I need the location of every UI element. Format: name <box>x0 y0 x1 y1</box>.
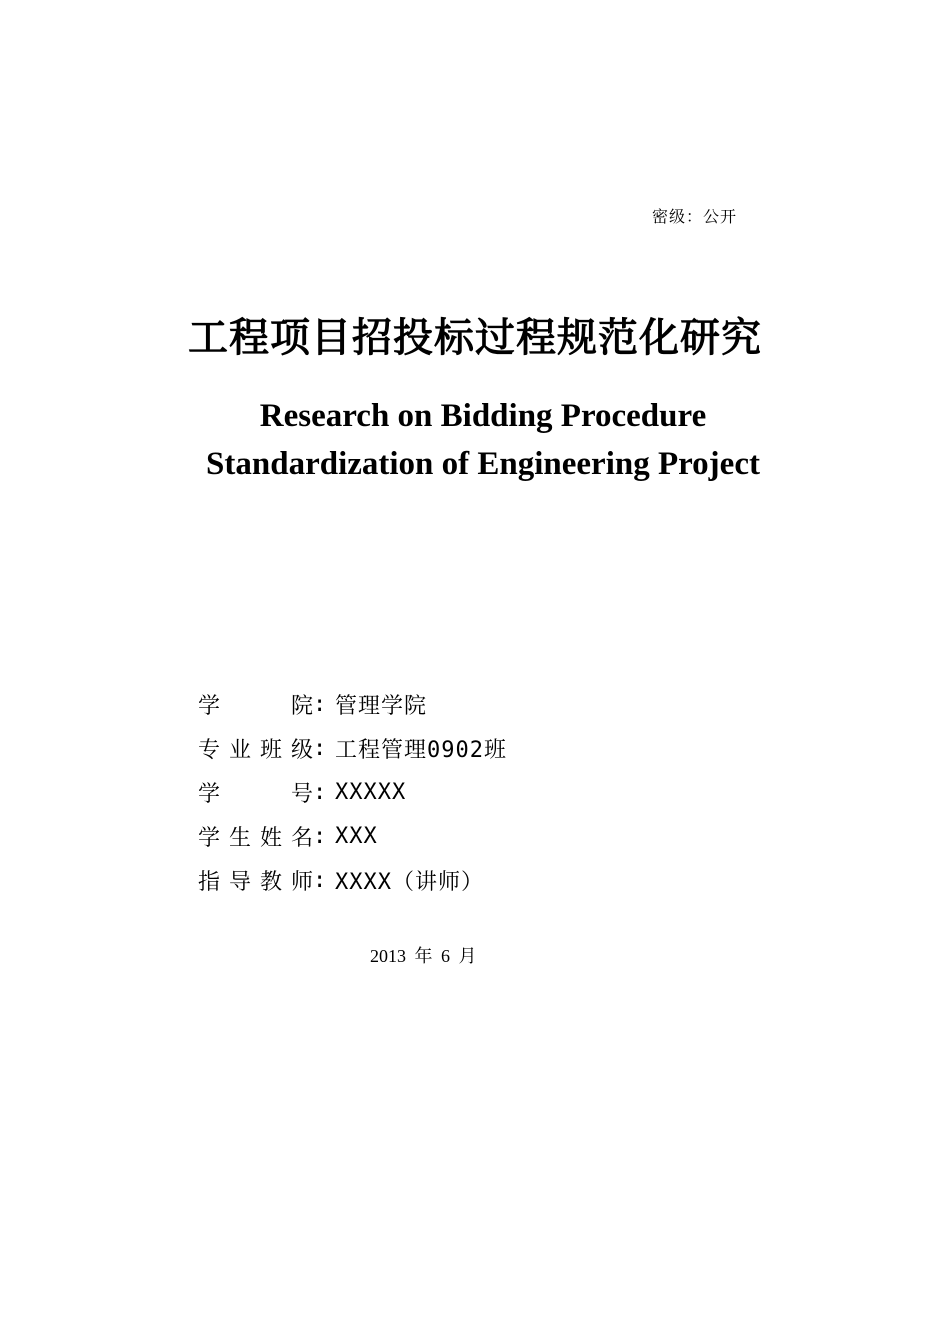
info-value-student-id: XXXXX <box>335 779 407 805</box>
info-label-char: 导 <box>228 869 251 895</box>
info-colon: : <box>313 779 327 805</box>
info-row-college <box>198 682 507 726</box>
info-row-student-id <box>198 770 507 814</box>
info-row-student-name <box>198 814 507 858</box>
info-row-supervisor <box>198 858 507 902</box>
info-label-char: 名 <box>290 825 313 851</box>
info-colon: : <box>313 867 327 893</box>
info-label-char: 教 <box>259 869 282 895</box>
submission-date: 2013 年 6 月 <box>370 946 477 966</box>
info-label-char: 学 <box>198 825 221 851</box>
thesis-title-english <box>0 392 950 488</box>
info-label-char: 师 <box>290 869 313 895</box>
thesis-title-english-line-2: Standardization of Engineering Project <box>206 446 760 482</box>
info-colon: : <box>313 735 327 761</box>
info-value-major-class: 工程管理0902班 <box>335 737 507 763</box>
info-label-college <box>198 689 313 720</box>
info-value-student-name: XXX <box>335 823 378 849</box>
info-row-major-class <box>198 726 507 770</box>
thesis-title-english-line-1: Research on Bidding Procedure <box>259 398 707 434</box>
info-value-supervisor: XXXX（讲师） <box>335 869 484 895</box>
info-label-supervisor <box>198 865 313 896</box>
info-label-major-class <box>198 733 313 764</box>
info-label-char: 院 <box>290 693 313 719</box>
info-label-char: 指 <box>198 869 221 895</box>
info-label-char: 学 <box>198 781 221 807</box>
info-label-char: 业 <box>228 737 251 763</box>
info-label-char: 学 <box>198 693 221 719</box>
info-label-char: 级 <box>290 737 313 763</box>
info-label-char: 生 <box>228 825 251 851</box>
student-info-block <box>198 682 507 902</box>
info-label-char: 号 <box>290 781 313 807</box>
info-label-student-id <box>198 777 313 808</box>
info-label-char: 专 <box>198 737 221 763</box>
info-label-student-name <box>198 821 313 852</box>
info-colon: : <box>313 823 327 849</box>
info-colon: : <box>313 691 327 717</box>
info-value-college: 管理学院 <box>335 693 428 719</box>
info-label-char: 姓 <box>259 825 282 851</box>
info-label-char: 班 <box>259 737 282 763</box>
thesis-title-chinese: 工程项目招投标过程规范化研究 <box>188 315 762 361</box>
security-level: 密级：公开 <box>652 207 738 226</box>
